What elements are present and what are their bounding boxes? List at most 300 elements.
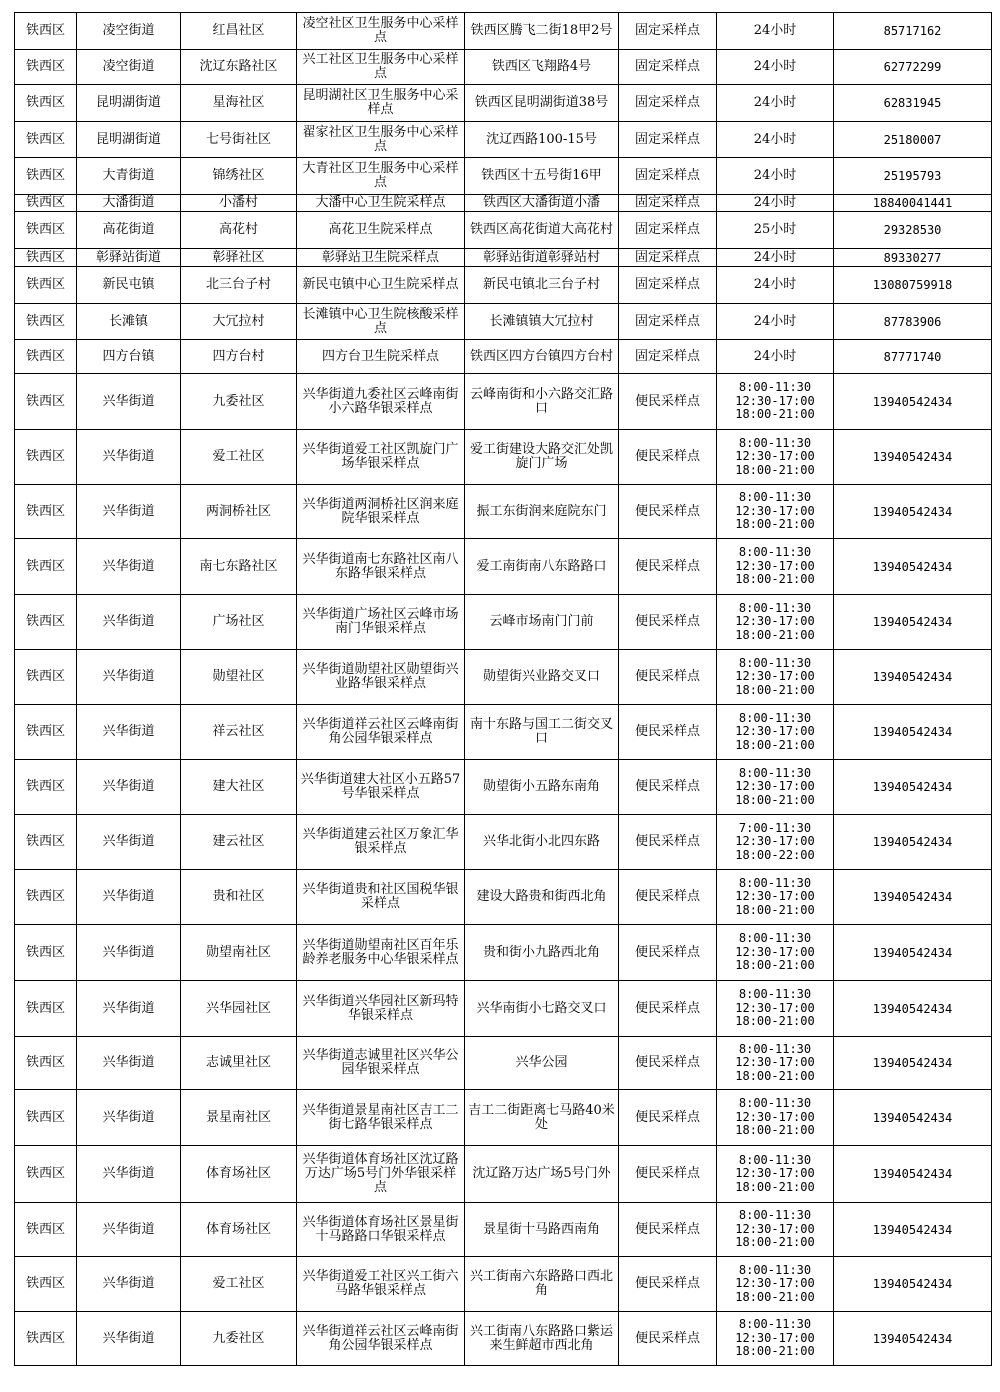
cell-hours bbox=[717, 539, 834, 595]
cell-site-name: 长滩镇中心卫生院核酸采样点 bbox=[297, 304, 465, 340]
time-slot: 12:30-17:00 bbox=[735, 1055, 815, 1070]
cell-phone: 13940542434 bbox=[834, 1037, 992, 1090]
cell-site-type: 固定采样点 bbox=[619, 122, 717, 158]
time-slot: 8:00-11:30 bbox=[738, 1262, 812, 1277]
cell-phone: 62772299 bbox=[834, 50, 992, 85]
table-row bbox=[15, 705, 992, 760]
cell-address: 兴华北街小北四东路 bbox=[465, 815, 619, 870]
cell-address: 南十东路与国工二街交叉口 bbox=[465, 705, 619, 760]
cell-site-type: 便民采样点 bbox=[619, 374, 717, 430]
cell-phone: 13940542434 bbox=[834, 650, 992, 705]
cell-site-type: 便民采样点 bbox=[619, 925, 717, 981]
time-slot: 8:00-11:30 bbox=[738, 600, 812, 615]
cell-street: 四方台镇 bbox=[77, 340, 181, 374]
cell-hours bbox=[717, 650, 834, 705]
cell-site-name: 兴华街道体育场社区沈辽路万达广场5号门外华银采样点 bbox=[297, 1146, 465, 1203]
cell-phone: 89330277 bbox=[834, 249, 992, 267]
cell-hours: 24小时 bbox=[717, 122, 834, 158]
cell-street: 兴华街道 bbox=[77, 1037, 181, 1090]
cell-community: 景星南社区 bbox=[181, 1090, 297, 1146]
table-row bbox=[15, 1037, 992, 1090]
cell-district: 铁西区 bbox=[15, 485, 77, 539]
cell-site-type: 便民采样点 bbox=[619, 760, 717, 815]
cell-community: 九委社区 bbox=[181, 1312, 297, 1366]
cell-site-name: 兴华街道两洞桥社区润来庭院华银采样点 bbox=[297, 485, 465, 539]
table-row bbox=[15, 122, 992, 158]
cell-site-name: 兴华街道建云社区万象汇华银采样点 bbox=[297, 815, 465, 870]
cell-site-name: 兴华街道广场社区云峰市场南门华银采样点 bbox=[297, 595, 465, 650]
cell-community: 高花村 bbox=[181, 212, 297, 249]
cell-street: 兴华街道 bbox=[77, 1090, 181, 1146]
cell-phone: 13940542434 bbox=[834, 815, 992, 870]
cell-hours: 24小时 bbox=[717, 50, 834, 85]
cell-community: 建云社区 bbox=[181, 815, 297, 870]
cell-district: 铁西区 bbox=[15, 85, 77, 122]
cell-phone: 13940542434 bbox=[834, 925, 992, 981]
cell-phone: 13940542434 bbox=[834, 485, 992, 539]
time-slot: 12:30-17:00 bbox=[735, 724, 815, 739]
time-slot: 8:00-11:30 bbox=[738, 710, 812, 725]
cell-phone: 62831945 bbox=[834, 85, 992, 122]
cell-phone: 13940542434 bbox=[834, 1146, 992, 1203]
cell-address: 沈辽路万达广场5号门外 bbox=[465, 1146, 619, 1203]
cell-community: 勋望社区 bbox=[181, 650, 297, 705]
cell-district: 铁西区 bbox=[15, 1312, 77, 1366]
cell-district: 铁西区 bbox=[15, 50, 77, 85]
cell-phone: 13940542434 bbox=[834, 595, 992, 650]
cell-hours bbox=[717, 430, 834, 485]
table-row bbox=[15, 760, 992, 815]
cell-community: 两洞桥社区 bbox=[181, 485, 297, 539]
cell-hours bbox=[717, 1146, 834, 1203]
time-slot: 12:30-17:00 bbox=[735, 503, 815, 518]
time-slot: 12:30-17:00 bbox=[735, 449, 815, 464]
cell-address: 爱工街建设大路交汇处凯旋门广场 bbox=[465, 430, 619, 485]
table-row bbox=[15, 430, 992, 485]
cell-address: 铁西区腾飞二街18甲2号 bbox=[465, 13, 619, 50]
cell-site-name: 大潘中心卫生院采样点 bbox=[297, 195, 465, 212]
time-slot: 8:00-11:30 bbox=[738, 655, 812, 670]
cell-district: 铁西区 bbox=[15, 705, 77, 760]
cell-community: 沈辽东路社区 bbox=[181, 50, 297, 85]
cell-community: 爱工社区 bbox=[181, 1257, 297, 1312]
time-slot: 18:00-21:00 bbox=[735, 407, 815, 422]
time-slot: 8:00-11:30 bbox=[738, 1152, 812, 1167]
cell-district: 铁西区 bbox=[15, 925, 77, 981]
table-row bbox=[15, 595, 992, 650]
cell-site-type: 便民采样点 bbox=[619, 1312, 717, 1366]
time-slot: 8:00-11:30 bbox=[738, 1096, 812, 1111]
cell-street: 昆明湖街道 bbox=[77, 85, 181, 122]
cell-community: 爱工社区 bbox=[181, 430, 297, 485]
time-slot: 12:30-17:00 bbox=[735, 889, 815, 904]
cell-phone: 29328530 bbox=[834, 212, 992, 249]
cell-street: 兴华街道 bbox=[77, 374, 181, 430]
cell-address: 勋望街兴业路交叉口 bbox=[465, 650, 619, 705]
time-slot: 8:00-11:30 bbox=[738, 875, 812, 890]
cell-hours bbox=[717, 705, 834, 760]
cell-street: 大青街道 bbox=[77, 158, 181, 195]
time-slot: 8:00-11:30 bbox=[738, 490, 812, 505]
table-row bbox=[15, 304, 992, 340]
cell-community: 九委社区 bbox=[181, 374, 297, 430]
table-row bbox=[15, 50, 992, 85]
cell-phone: 13940542434 bbox=[834, 705, 992, 760]
cell-site-type: 便民采样点 bbox=[619, 485, 717, 539]
time-slot: 18:00-21:00 bbox=[735, 1289, 815, 1304]
cell-phone: 13940542434 bbox=[834, 870, 992, 925]
time-slot: 8:00-11:30 bbox=[738, 380, 812, 395]
cell-community: 广场社区 bbox=[181, 595, 297, 650]
time-slot: 8:00-11:30 bbox=[738, 435, 812, 450]
cell-community: 大冗拉村 bbox=[181, 304, 297, 340]
cell-district: 铁西区 bbox=[15, 1257, 77, 1312]
cell-address: 吉工二街距离七马路40米处 bbox=[465, 1090, 619, 1146]
time-slot: 18:00-21:00 bbox=[735, 1014, 815, 1029]
cell-address: 振工东街润来庭院东门 bbox=[465, 485, 619, 539]
cell-district: 铁西区 bbox=[15, 539, 77, 595]
table-row bbox=[15, 1257, 992, 1312]
cell-district: 铁西区 bbox=[15, 981, 77, 1037]
cell-street: 长滩镇 bbox=[77, 304, 181, 340]
cell-site-type: 便民采样点 bbox=[619, 1037, 717, 1090]
cell-site-name: 兴华街道贵和社区国税华银采样点 bbox=[297, 870, 465, 925]
cell-hours bbox=[717, 595, 834, 650]
cell-phone: 13940542434 bbox=[834, 430, 992, 485]
cell-address: 彰驿站街道彰驿站村 bbox=[465, 249, 619, 267]
cell-hours: 24小时 bbox=[717, 249, 834, 267]
cell-hours bbox=[717, 1257, 834, 1312]
table-row bbox=[15, 195, 992, 212]
cell-street: 兴华街道 bbox=[77, 1203, 181, 1257]
cell-hours: 25小时 bbox=[717, 212, 834, 249]
cell-community: 祥云社区 bbox=[181, 705, 297, 760]
cell-community: 红昌社区 bbox=[181, 13, 297, 50]
time-slot: 18:00-22:00 bbox=[735, 847, 815, 862]
cell-community: 兴华园社区 bbox=[181, 981, 297, 1037]
cell-street: 兴华街道 bbox=[77, 1257, 181, 1312]
time-slot: 8:00-11:30 bbox=[738, 931, 812, 946]
cell-street: 兴华街道 bbox=[77, 595, 181, 650]
cell-community: 建大社区 bbox=[181, 760, 297, 815]
cell-district: 铁西区 bbox=[15, 1090, 77, 1146]
time-slot: 7:00-11:30 bbox=[738, 820, 812, 835]
time-slot: 8:00-11:30 bbox=[738, 765, 812, 780]
cell-community: 四方台村 bbox=[181, 340, 297, 374]
cell-address: 兴工街南六东路路口西北角 bbox=[465, 1257, 619, 1312]
cell-address: 云峰南街和小六路交汇路口 bbox=[465, 374, 619, 430]
cell-district: 铁西区 bbox=[15, 249, 77, 267]
table-body bbox=[15, 13, 992, 1366]
time-slot: 18:00-21:00 bbox=[735, 1235, 815, 1250]
cell-district: 铁西区 bbox=[15, 267, 77, 304]
cell-phone: 13940542434 bbox=[834, 1312, 992, 1366]
cell-site-type: 固定采样点 bbox=[619, 50, 717, 85]
cell-hours: 24小时 bbox=[717, 13, 834, 50]
cell-street: 凌空街道 bbox=[77, 50, 181, 85]
cell-street: 兴华街道 bbox=[77, 925, 181, 981]
cell-address: 长滩镇镇大冗拉村 bbox=[465, 304, 619, 340]
cell-district: 铁西区 bbox=[15, 815, 77, 870]
cell-site-name: 彰驿站卫生院采样点 bbox=[297, 249, 465, 267]
cell-hours: 24小时 bbox=[717, 195, 834, 212]
cell-site-name: 兴华街道爱工社区凯旋门广场华银采样点 bbox=[297, 430, 465, 485]
cell-street: 彰驿站街道 bbox=[77, 249, 181, 267]
cell-hours bbox=[717, 981, 834, 1037]
cell-site-name: 兴华街道景星南社区吉工二街七路华银采样点 bbox=[297, 1090, 465, 1146]
table-row bbox=[15, 870, 992, 925]
cell-site-name: 兴华街道祥云社区云峰南街角公园华银采样点 bbox=[297, 1312, 465, 1366]
cell-hours bbox=[717, 1203, 834, 1257]
cell-street: 兴华街道 bbox=[77, 870, 181, 925]
cell-community: 锦绣社区 bbox=[181, 158, 297, 195]
cell-site-type: 固定采样点 bbox=[619, 267, 717, 304]
cell-address: 新民屯镇北三台子村 bbox=[465, 267, 619, 304]
cell-phone: 13940542434 bbox=[834, 539, 992, 595]
table-row bbox=[15, 85, 992, 122]
cell-hours bbox=[717, 760, 834, 815]
cell-site-name: 高花卫生院采样点 bbox=[297, 212, 465, 249]
cell-street: 大潘街道 bbox=[77, 195, 181, 212]
cell-site-name: 兴华街道建大社区小五路57号华银采样点 bbox=[297, 760, 465, 815]
time-slot: 18:00-21:00 bbox=[735, 792, 815, 807]
cell-site-name: 兴华街道兴华园社区新玛特华银采样点 bbox=[297, 981, 465, 1037]
cell-site-name: 四方台卫生院采样点 bbox=[297, 340, 465, 374]
cell-district: 铁西区 bbox=[15, 212, 77, 249]
time-slot: 18:00-21:00 bbox=[735, 462, 815, 477]
cell-site-name: 凌空社区卫生服务中心采样点 bbox=[297, 13, 465, 50]
cell-community: 体育场社区 bbox=[181, 1146, 297, 1203]
time-slot: 12:30-17:00 bbox=[735, 1109, 815, 1124]
time-slot: 8:00-11:30 bbox=[738, 545, 812, 560]
cell-address: 铁西区飞翔路4号 bbox=[465, 50, 619, 85]
cell-address: 建设大路贵和街西北角 bbox=[465, 870, 619, 925]
cell-address: 兴工街南八东路路口紫运来生鲜超市西北角 bbox=[465, 1312, 619, 1366]
cell-address: 铁西区四方台镇四方台村 bbox=[465, 340, 619, 374]
time-slot: 8:00-11:30 bbox=[738, 1041, 812, 1056]
cell-district: 铁西区 bbox=[15, 304, 77, 340]
cell-site-name: 兴华街道勋望南社区百年乐龄养老服务中心华银采样点 bbox=[297, 925, 465, 981]
time-slot: 12:30-17:00 bbox=[735, 614, 815, 629]
cell-site-type: 便民采样点 bbox=[619, 430, 717, 485]
cell-community: 星海社区 bbox=[181, 85, 297, 122]
cell-site-name: 兴华街道勋望社区勋望街兴业路华银采样点 bbox=[297, 650, 465, 705]
cell-phone: 13940542434 bbox=[834, 1090, 992, 1146]
cell-hours: 24小时 bbox=[717, 85, 834, 122]
cell-district: 铁西区 bbox=[15, 1146, 77, 1203]
time-slot: 18:00-21:00 bbox=[735, 902, 815, 917]
table-row bbox=[15, 981, 992, 1037]
table-row bbox=[15, 267, 992, 304]
cell-site-type: 固定采样点 bbox=[619, 249, 717, 267]
table-row bbox=[15, 815, 992, 870]
table-row bbox=[15, 1090, 992, 1146]
cell-address: 兴华南街小七路交叉口 bbox=[465, 981, 619, 1037]
time-slot: 18:00-21:00 bbox=[735, 958, 815, 973]
cell-district: 铁西区 bbox=[15, 595, 77, 650]
cell-phone: 25195793 bbox=[834, 158, 992, 195]
table-row bbox=[15, 249, 992, 267]
cell-site-name: 兴华街道爱工社区兴工街六马路华银采样点 bbox=[297, 1257, 465, 1312]
cell-site-type: 便民采样点 bbox=[619, 1090, 717, 1146]
cell-site-name: 兴华街道南七东路社区南八东路华银采样点 bbox=[297, 539, 465, 595]
cell-site-type: 固定采样点 bbox=[619, 304, 717, 340]
cell-site-name: 兴华街道体育场社区景星街十马路路口华银采样点 bbox=[297, 1203, 465, 1257]
time-slot: 18:00-21:00 bbox=[735, 1068, 815, 1083]
cell-street: 兴华街道 bbox=[77, 539, 181, 595]
cell-district: 铁西区 bbox=[15, 195, 77, 212]
cell-address: 铁西区大潘街道小潘 bbox=[465, 195, 619, 212]
table-row bbox=[15, 340, 992, 374]
table-row bbox=[15, 925, 992, 981]
cell-community: 彰驿社区 bbox=[181, 249, 297, 267]
cell-district: 铁西区 bbox=[15, 870, 77, 925]
cell-street: 兴华街道 bbox=[77, 430, 181, 485]
cell-site-type: 便民采样点 bbox=[619, 1146, 717, 1203]
cell-hours: 24小时 bbox=[717, 267, 834, 304]
cell-hours bbox=[717, 485, 834, 539]
sampling-sites-table bbox=[14, 12, 992, 1366]
cell-site-name: 新民屯镇中心卫生院采样点 bbox=[297, 267, 465, 304]
cell-community: 南七东路社区 bbox=[181, 539, 297, 595]
time-slot: 12:30-17:00 bbox=[735, 1330, 815, 1345]
time-slot: 12:30-17:00 bbox=[735, 944, 815, 959]
cell-site-name: 昆明湖社区卫生服务中心采样点 bbox=[297, 85, 465, 122]
cell-address: 爱工南街南八东路路口 bbox=[465, 539, 619, 595]
cell-district: 铁西区 bbox=[15, 430, 77, 485]
cell-site-type: 便民采样点 bbox=[619, 539, 717, 595]
time-slot: 12:30-17:00 bbox=[735, 558, 815, 573]
cell-site-type: 便民采样点 bbox=[619, 870, 717, 925]
cell-site-type: 固定采样点 bbox=[619, 340, 717, 374]
cell-phone: 87771740 bbox=[834, 340, 992, 374]
cell-street: 昆明湖街道 bbox=[77, 122, 181, 158]
time-slot: 12:30-17:00 bbox=[735, 1000, 815, 1015]
time-slot: 12:30-17:00 bbox=[735, 834, 815, 849]
cell-community: 贵和社区 bbox=[181, 870, 297, 925]
table-row bbox=[15, 1312, 992, 1366]
time-slot: 18:00-21:00 bbox=[735, 1179, 815, 1194]
cell-street: 兴华街道 bbox=[77, 760, 181, 815]
cell-site-type: 便民采样点 bbox=[619, 815, 717, 870]
cell-phone: 25180007 bbox=[834, 122, 992, 158]
cell-hours: 24小时 bbox=[717, 304, 834, 340]
time-slot: 8:00-11:30 bbox=[738, 987, 812, 1002]
cell-phone: 13940542434 bbox=[834, 1257, 992, 1312]
cell-site-name: 兴华街道祥云社区云峰南街角公园华银采样点 bbox=[297, 705, 465, 760]
table-row bbox=[15, 13, 992, 50]
cell-site-type: 固定采样点 bbox=[619, 212, 717, 249]
cell-phone: 13080759918 bbox=[834, 267, 992, 304]
cell-address: 兴华公园 bbox=[465, 1037, 619, 1090]
time-slot: 18:00-21:00 bbox=[735, 572, 815, 587]
cell-address: 景星街十马路西南角 bbox=[465, 1203, 619, 1257]
time-slot: 18:00-21:00 bbox=[735, 737, 815, 752]
cell-site-name: 兴华街道九委社区云峰南街小六路华银采样点 bbox=[297, 374, 465, 430]
cell-site-type: 固定采样点 bbox=[619, 158, 717, 195]
cell-hours bbox=[717, 1090, 834, 1146]
time-slot: 18:00-21:00 bbox=[735, 517, 815, 532]
cell-community: 北三台子村 bbox=[181, 267, 297, 304]
cell-community: 勋望南社区 bbox=[181, 925, 297, 981]
time-slot: 12:30-17:00 bbox=[735, 1166, 815, 1181]
cell-hours bbox=[717, 374, 834, 430]
cell-phone: 13940542434 bbox=[834, 981, 992, 1037]
cell-street: 兴华街道 bbox=[77, 981, 181, 1037]
cell-street: 凌空街道 bbox=[77, 13, 181, 50]
table-row bbox=[15, 212, 992, 249]
cell-address: 云峰市场南门门前 bbox=[465, 595, 619, 650]
table-row bbox=[15, 1203, 992, 1257]
cell-phone: 13940542434 bbox=[834, 1203, 992, 1257]
time-slot: 12:30-17:00 bbox=[735, 1221, 815, 1236]
cell-phone: 13940542434 bbox=[834, 760, 992, 815]
time-slot: 8:00-11:30 bbox=[738, 1208, 812, 1223]
table-row bbox=[15, 485, 992, 539]
table-row bbox=[15, 374, 992, 430]
cell-site-type: 固定采样点 bbox=[619, 13, 717, 50]
time-slot: 18:00-21:00 bbox=[735, 1344, 815, 1359]
cell-site-type: 便民采样点 bbox=[619, 650, 717, 705]
cell-community: 七号街社区 bbox=[181, 122, 297, 158]
cell-hours bbox=[717, 815, 834, 870]
cell-street: 兴华街道 bbox=[77, 1312, 181, 1366]
cell-street: 兴华街道 bbox=[77, 705, 181, 760]
cell-site-name: 大青社区卫生服务中心采样点 bbox=[297, 158, 465, 195]
cell-community: 体育场社区 bbox=[181, 1203, 297, 1257]
cell-site-type: 固定采样点 bbox=[619, 85, 717, 122]
cell-district: 铁西区 bbox=[15, 1203, 77, 1257]
table-row bbox=[15, 650, 992, 705]
cell-site-type: 便民采样点 bbox=[619, 1257, 717, 1312]
cell-hours bbox=[717, 1037, 834, 1090]
time-slot: 18:00-21:00 bbox=[735, 1123, 815, 1138]
cell-site-name: 兴工社区卫生服务中心采样点 bbox=[297, 50, 465, 85]
cell-street: 兴华街道 bbox=[77, 815, 181, 870]
cell-district: 铁西区 bbox=[15, 650, 77, 705]
cell-hours: 24小时 bbox=[717, 340, 834, 374]
cell-address: 贵和街小九路西北角 bbox=[465, 925, 619, 981]
cell-street: 新民屯镇 bbox=[77, 267, 181, 304]
cell-site-type: 便民采样点 bbox=[619, 1203, 717, 1257]
cell-district: 铁西区 bbox=[15, 158, 77, 195]
cell-street: 高花街道 bbox=[77, 212, 181, 249]
cell-district: 铁西区 bbox=[15, 340, 77, 374]
cell-district: 铁西区 bbox=[15, 374, 77, 430]
time-slot: 18:00-21:00 bbox=[735, 627, 815, 642]
cell-hours: 24小时 bbox=[717, 158, 834, 195]
cell-district: 铁西区 bbox=[15, 760, 77, 815]
cell-phone: 87783906 bbox=[834, 304, 992, 340]
cell-phone: 13940542434 bbox=[834, 374, 992, 430]
time-slot: 12:30-17:00 bbox=[735, 779, 815, 794]
cell-hours bbox=[717, 925, 834, 981]
cell-address: 铁西区昆明湖街道38号 bbox=[465, 85, 619, 122]
cell-site-name: 兴华街道志诚里社区兴华公园华银采样点 bbox=[297, 1037, 465, 1090]
cell-address: 铁西区十五号街16甲 bbox=[465, 158, 619, 195]
table-row bbox=[15, 158, 992, 195]
cell-address: 沈辽西路100-15号 bbox=[465, 122, 619, 158]
cell-hours bbox=[717, 870, 834, 925]
cell-street: 兴华街道 bbox=[77, 650, 181, 705]
cell-site-type: 便民采样点 bbox=[619, 705, 717, 760]
cell-hours bbox=[717, 1312, 834, 1366]
cell-phone: 85717162 bbox=[834, 13, 992, 50]
time-slot: 12:30-17:00 bbox=[735, 1276, 815, 1291]
cell-street: 兴华街道 bbox=[77, 485, 181, 539]
cell-district: 铁西区 bbox=[15, 122, 77, 158]
cell-site-type: 便民采样点 bbox=[619, 981, 717, 1037]
